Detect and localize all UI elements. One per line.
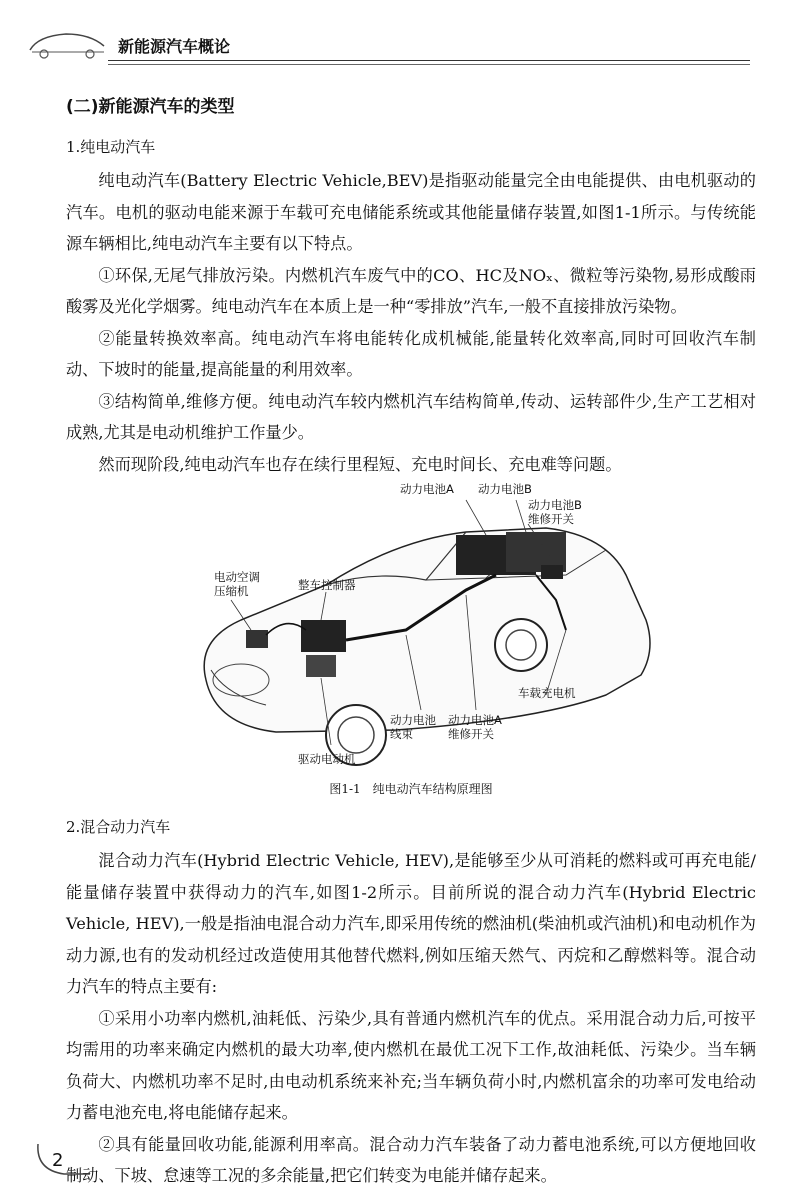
paragraph: ②能量转换效率高。纯电动汽车将电能转化成机械能,能量转化效率高,同时可回收汽车制动、下坡时的能量,提高能量的利用效率。 bbox=[66, 328, 756, 379]
subsection-heading-bev: 1.纯电动汽车 bbox=[66, 138, 156, 156]
label-battery-a: 动力电池A bbox=[400, 482, 454, 496]
label-battery-b: 动力电池B bbox=[478, 482, 532, 496]
section-title: (二)新能源汽车的类型 bbox=[66, 97, 235, 117]
subsection-heading-hev: 2.混合动力汽车 bbox=[66, 818, 171, 836]
label-battery-a-switch: 动力电池A 维修开关 bbox=[448, 713, 502, 741]
paragraph: ③结构简单,维修方便。纯电动汽车较内燃机汽车结构简单,传动、运转部件少,生产工艺相对成熟,尤其是电动机维护工作量少。 bbox=[66, 391, 756, 442]
label-battery-b-switch: 动力电池B 维修开关 bbox=[528, 498, 582, 526]
paragraph: 然而现阶段,纯电动汽车也存在续行里程短、充电时间长、充电难等问题。 bbox=[98, 454, 622, 474]
paragraph: ②具有能量回收功能,能源利用率高。混合动力汽车装备了动力蓄电池系统,可以方便地回收制动、下坡、怠速等工况的多余能量,把它们转变为电能并储存起来。 bbox=[66, 1134, 756, 1185]
header-rule-thin bbox=[108, 64, 750, 65]
label-battery-harness: 动力电池 线束 bbox=[390, 713, 436, 741]
figure-caption: 图1-1 纯电动汽车结构原理图 bbox=[329, 782, 493, 796]
label-onboard-charger: 车载充电机 bbox=[518, 686, 576, 700]
page-number: 2 bbox=[52, 1150, 64, 1171]
paragraph: 纯电动汽车(Battery Electric Vehicle,BEV)是指驱动能量完全由电能提供、由电机驱动的汽车。电机的驱动电能来源于车载可充电储能系统或其他能量储存装置,如图1-1所示。与传统能源车辆相比,纯电动汽车主要有以下特点。 bbox=[66, 171, 756, 253]
label-drive-motor: 驱动电动机 bbox=[298, 752, 356, 766]
label-vehicle-controller: 整车控制器 bbox=[298, 578, 356, 592]
page-content bbox=[66, 92, 756, 1192]
paragraph: ①采用小功率内燃机,油耗低、污染少,具有普通内燃机汽车的优点。采用混合动力后,可按平均需用的功率来确定内燃机的最大功率,使内燃机在最优工况下工作,故油耗低、污染少。当车辆负荷大、内燃机功率不足时,由电动机系统来补充;当车辆负荷小时,内燃机富余的功率可发电给动力蓄电池充电,将电能储存起来。 bbox=[66, 1008, 756, 1122]
page-corner-ornament-icon bbox=[34, 1140, 94, 1180]
running-header-title: 新能源汽车概论 bbox=[118, 37, 231, 56]
page-header bbox=[0, 0, 790, 70]
header-rule bbox=[108, 60, 750, 61]
paragraph: 混合动力汽车(Hybrid Electric Vehicle, HEV),是能够至少从可消耗的燃料或可再充电能/能量储存装置中获得动力的汽车,如图1-2所示。目前所说的混合动力汽车(Hybrid Electric Vehicle, HEV),一般是指油电混合动力汽车,即采用传统的燃油机(柴油机或汽油机)和电动机作为动力源,也有的发动机经过改造使用其他替代燃料,例如压缩天然气、丙烷和乙醇燃料等。混合动力汽车的特点主要有: bbox=[66, 851, 756, 996]
paragraph: ①环保,无尾气排放污染。内燃机汽车废气中的CO、HC及NOₓ、微粒等污染物,易形成酸雨酸雾及光化学烟雾。纯电动汽车在本质上是一种“零排放”汽车,一般不直接排放污染物。 bbox=[66, 265, 756, 316]
car-logo-icon bbox=[28, 28, 108, 60]
figure-1-1 bbox=[66, 480, 756, 815]
label-ac-compressor: 电动空调 压缩机 bbox=[214, 570, 260, 598]
